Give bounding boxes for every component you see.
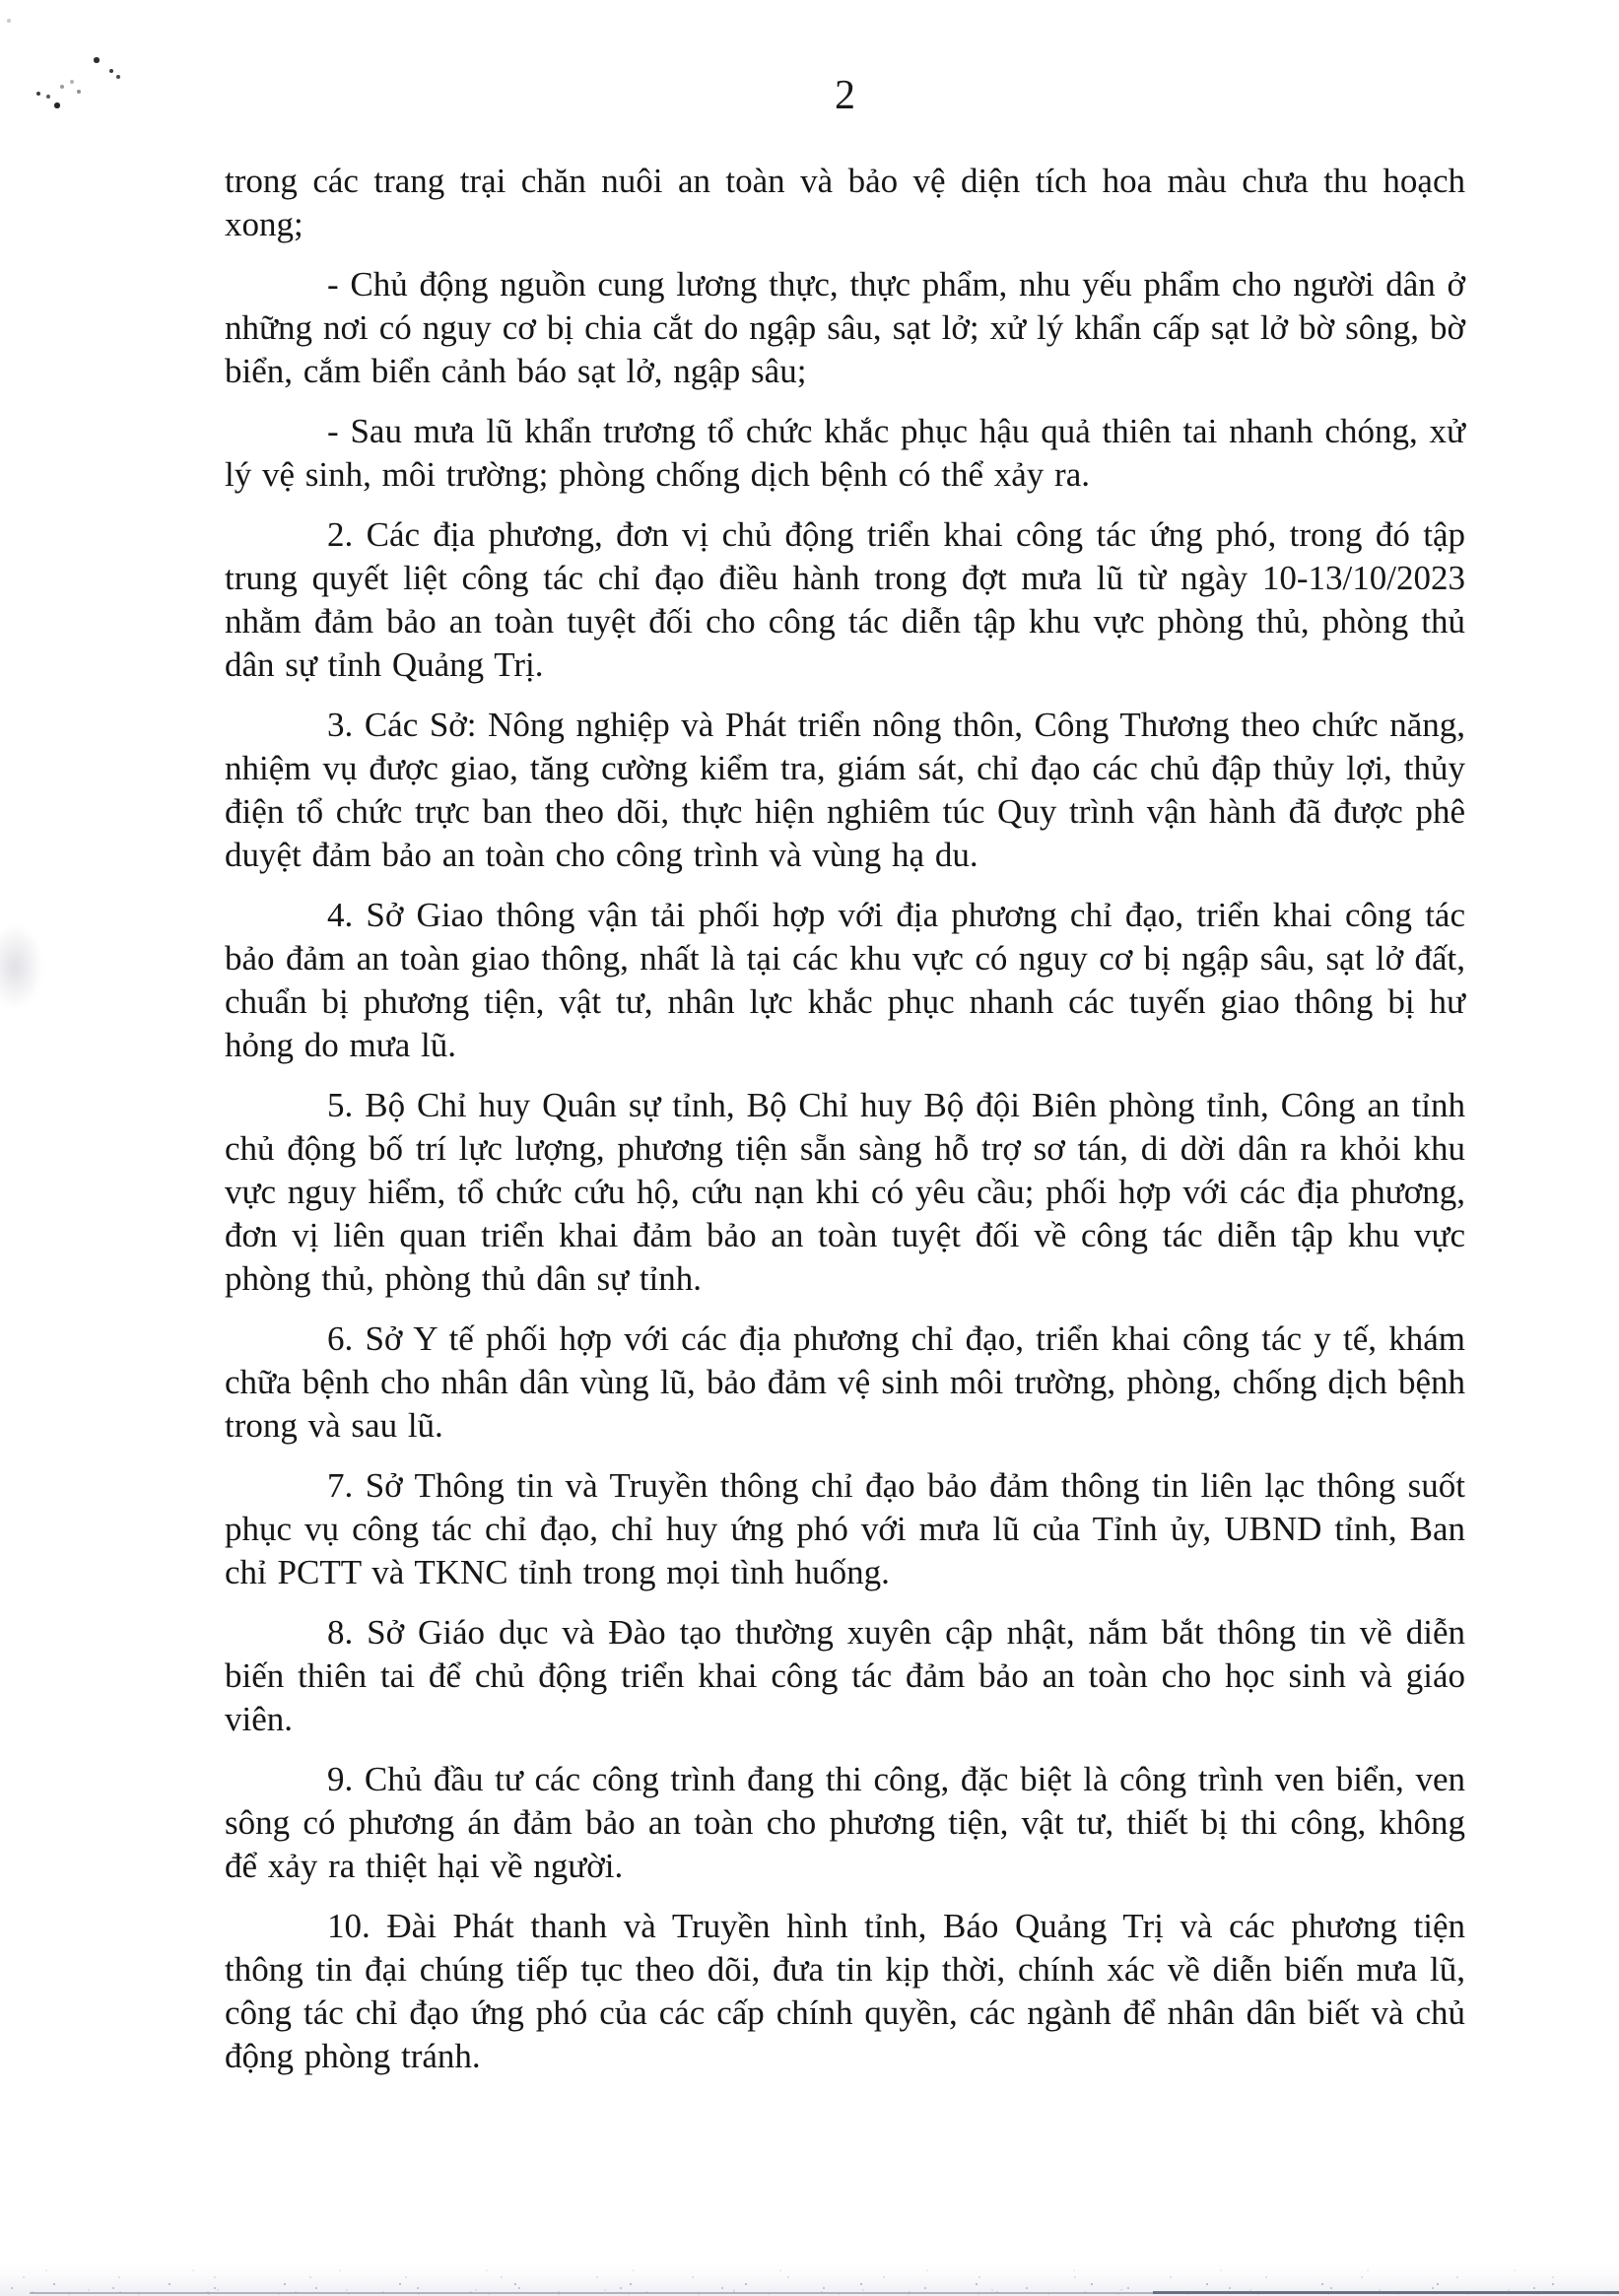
body-paragraph-item-8: 8. Sở Giáo dục và Đào tạo thường xuyên cập nhật, nắm bắt thông tin về diễn biến thiên tai để chủ động triển khai công tác đảm bảo an toàn cho học sinh và giáo viên.: [225, 1613, 1465, 1738]
body-paragraph-item-6: 6. Sở Y tế phối hợp với các địa phương chỉ đạo, triển khai công tác y tế, khám chữa bệnh cho nhân dân vùng lũ, bảo đảm vệ sinh môi trường, phòng, chống dịch bệnh trong và sau lũ.: [225, 1319, 1465, 1445]
body-paragraph-item-3: 3. Các Sở: Nông nghiệp và Phát triển nông thôn, Công Thương theo chức năng, nhiệm vụ được giao, tăng cường kiểm tra, giám sát, chỉ đạo các chủ đập thủy lợi, thủy điện tổ chức trực ban theo dõi, thực hiện nghiêm túc Quy trình vận hành đã được phê duyệt đảm bảo an toàn cho công trình và vùng hạ du.: [225, 706, 1465, 874]
body-paragraph-carryover: trong các trang trại chăn nuôi an toàn và bảo vệ diện tích hoa màu chưa thu hoạch xong;: [225, 162, 1465, 243]
body-paragraph-dash-2: - Sau mưa lũ khẩn trương tổ chức khắc phục hậu quả thiên tai nhanh chóng, xử lý vệ sinh, môi trường; phòng chống dịch bệnh có thể xảy ra.: [225, 412, 1465, 494]
scan-smudge-left-edge: [0, 924, 43, 1009]
body-paragraph-dash-1: - Chủ động nguồn cung lương thực, thực phẩm, nhu yếu phẩm cho người dân ở những nơi có nguy cơ bị chia cắt do ngập sâu, sạt lở; xử lý khẩn cấp sạt lở bờ sông, bờ biển, cắm biển cảnh báo sạt lở, ngập sâu;: [225, 265, 1465, 390]
body-paragraph-item-10: 10. Đài Phát thanh và Truyền hình tỉnh, Báo Quảng Trị và các phương tiện thông tin đại chúng tiếp tục theo dõi, đưa tin kịp thời, chính xác về diễn biến mưa lũ, công tác chỉ đạo ứng phó của các cấp chính quyền, các ngành để nhân dân biết và chủ động phòng tránh.: [225, 1907, 1465, 2075]
scan-edge-line-right: [1153, 2291, 1619, 2294]
scan-noise-bottom-band: [0, 2251, 1619, 2296]
body-paragraph-item-4: 4. Sở Giao thông vận tải phối hợp với địa phương chỉ đạo, triển khai công tác bảo đảm an toàn giao thông, nhất là tại các khu vực có nguy cơ bị ngập sâu, sạt lở đất, chuẩn bị phương tiện, vật tư, nhân lực khắc phục nhanh các tuyến giao thông bị hư hỏng do mưa lũ.: [225, 896, 1465, 1064]
body-paragraph-item-5: 5. Bộ Chỉ huy Quân sự tỉnh, Bộ Chỉ huy Bộ đội Biên phòng tỉnh, Công an tỉnh chủ động bố trí lực lượng, phương tiện sẵn sàng hỗ trợ sơ tán, di dời dân ra khỏi khu vực nguy hiểm, tổ chức cứu hộ, cứu nạn khi có yêu cầu; phối hợp với các địa phương, đơn vị liên quan triển khai đảm bảo an toàn tuyệt đối về công tác diễn tập khu vực phòng thủ, phòng thủ dân sự tỉnh.: [225, 1086, 1465, 1298]
body-paragraph-item-7: 7. Sở Thông tin và Truyền thông chỉ đạo bảo đảm thông tin liên lạc thông suốt phục vụ công tác chỉ đạo, chỉ huy ứng phó với mưa lũ của Tỉnh ủy, UBND tỉnh, Ban chỉ PCTT và TKNC tỉnh trong mọi tình huống.: [225, 1466, 1465, 1591]
body-paragraph-item-2: 2. Các địa phương, đơn vị chủ động triển khai công tác ứng phó, trong đó tập trung quyết liệt công tác chỉ đạo điều hành trong đợt mưa lũ từ ngày 10-13/10/2023 nhằm đảm bảo an toàn tuyệt đối cho công tác diễn tập khu vực phòng thủ, phòng thủ dân sự tỉnh Quảng Trị.: [225, 515, 1465, 684]
scan-speckle-topleft: [0, 0, 2, 2]
document-body: [225, 160, 1465, 2078]
page-number: 2: [835, 73, 855, 118]
body-paragraph-item-9: 9. Chủ đầu tư các công trình đang thi công, đặc biệt là công trình ven biển, ven sông có phương án đảm bảo an toàn cho phương tiện, vật tư, thiết bị thi công, không để xảy ra thiệt hại về người.: [225, 1760, 1465, 1885]
